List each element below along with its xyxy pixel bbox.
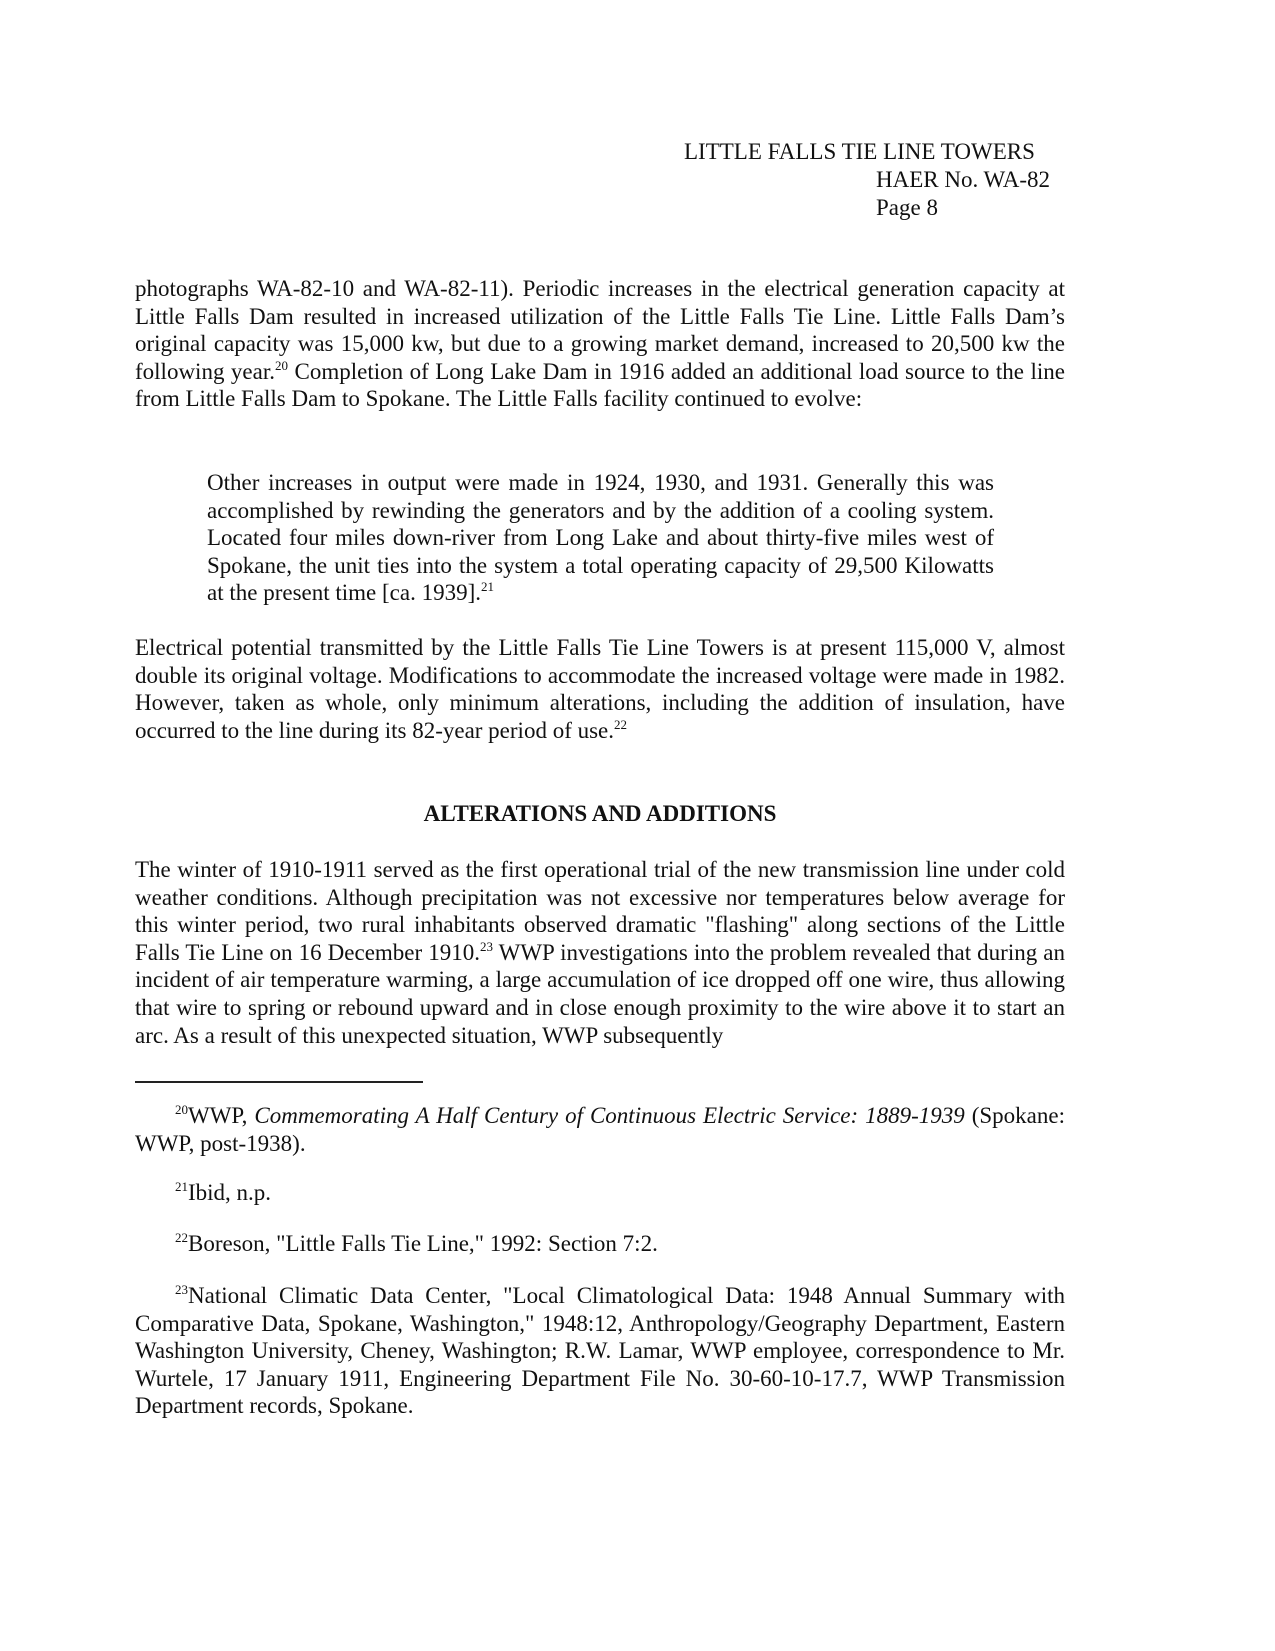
page-number: Page 8 [876, 195, 938, 220]
page-header [684, 138, 1050, 222]
paragraph-voltage: Electrical potential transmitted by the Little Falls Tie Line Towers is at present 115,000 V, almost double its original voltage. Modifications to accommodate the increased voltage were made in 1982. However, taken as whole, only minimum alterations, including the addition of insulation, have occurred to the line during its 82-year period of use.$^{22}$ [135, 635, 1065, 743]
section-heading: ALTERATIONS AND ADDITIONS [423, 801, 777, 826]
paragraph-winter: The winter of 1910-1911 served as the first operational trial of the new transmission line under cold weather conditions. Although precipitation was not excessive nor temperatures below average for this winter period, two rural inhabitants observed dramatic "flashing" along sections of the Little Falls Tie Line on 16 December 1910.23 WWP investigations into the problem revealed that during an incident of air temperature warming, a large accumulation of ice dropped off one wire, thus allowing that wire to spring or rebound upward and in close enough proximity to the wire above it to start an arc. As a result of this unexpected situation, WWP subsequently [135, 857, 1065, 1048]
paragraph-capacity: photographs WA-82-10 and WA-82-11). Periodic increases in the electrical generation capacity at Little Falls Dam resulted in increased utilization of the Little Falls Tie Line. Little Falls Dam’s original capacity was 15,000 kw, but due to a growing market demand, increased to 20,500 kw the following year.$^{20}$ Completion of Long Lake Dam in 1916 added an additional load source to the line from Little Falls Dam to Spokane. The Little Falls facility continued to evolve: [135, 276, 1066, 412]
haer-number: HAER No. WA-82 [876, 167, 1050, 192]
footnote-20: $^{20}$WWP, Commemorating A Half Century of Continuous Electric Service: 1889-1939 (Spokane: WWP, post-1938). [135, 1102, 1065, 1156]
footnote-23: $^{23}$National Climatic Data Center, "Local Climatological Data: 1948 Annual Summary with Comparative Data, Spokane, Washington," 1948:12, Anthropology/Geography Department, Eastern Washington University, Cheney, Washington; R.W. Lamar, WWP employee, correspondence to Mr. Wurtele, 17 January 1911, Engineering Department File No. 30-60-10-17.7, WWP Transmission Department records, Spokane. [135, 1282, 1065, 1419]
footnote-ref-21[interactable]: 21 [480, 579, 494, 595]
footnote-divider [135, 1081, 423, 1083]
footnote-21: $^{21}$Ibid, n.p. [175, 1179, 272, 1205]
block-quote: Other increases in output were made in 1924, 1930, and 1931. Generally this was accomplished by rewinding the generators and by the addition of a cooling system. Located four miles down-river from Long Lake and about thirty-five miles west of Spokane, the unit ties into the system a total operating capacity of 29,500 Kilowatts at the present time [ca. 1939].$^{21}$ [207, 470, 994, 606]
footnote-ref-22[interactable]: 22 [614, 716, 628, 732]
footnote-22: $^{22}$Boreson, "Little Falls Tie Line," 1992: Section 7:2. [175, 1230, 658, 1256]
footnote-ref-20[interactable]: 20 [275, 357, 288, 373]
footnote-ref-23[interactable]: 23 [479, 938, 493, 954]
document-title: LITTLE FALLS TIE LINE TOWERS [684, 139, 1035, 164]
footnote-title: Commemorating A Half Century of Continuous Electric Service: 1889-1939 [254, 1103, 965, 1128]
